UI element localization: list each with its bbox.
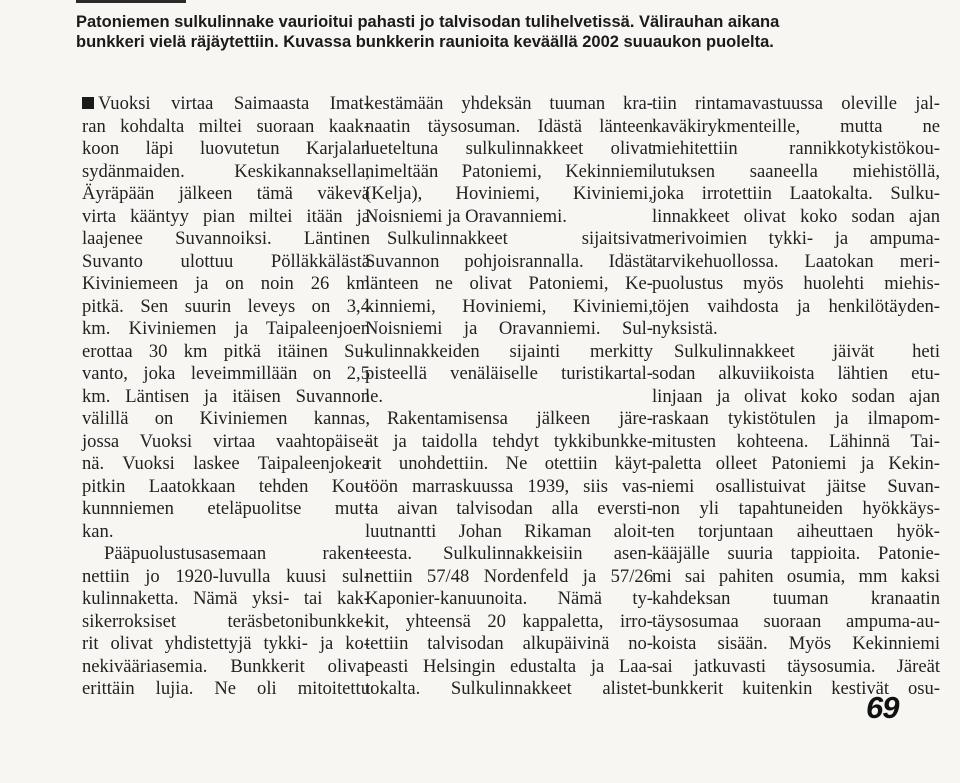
text-line: Sulkulinnakkeet jäivät heti: [674, 340, 940, 362]
text-line: peasti Helsingin edustalta ja Laa-: [365, 655, 653, 677]
text-line: tokalta. Sulkulinnakkeet alistet-: [365, 678, 653, 699]
text-line: teesta. Sulkulinnakkeisiin asen-: [365, 543, 653, 564]
text-line: linnakkeet olivat koko sodan ajan: [652, 205, 940, 227]
text-line: ran kohdalta miltei suoraan kaak-: [82, 115, 370, 137]
text-line: kunnniemen eteläpuolitse mut-: [82, 498, 370, 519]
text-line: kulinnaketta. Nämä yksi- tai kak-: [82, 588, 370, 609]
text-line: nettiin jo 1920-luvulla kuusi sul-: [82, 565, 370, 587]
text-line: länteen ne olivat Patoniemi, Ke-: [365, 273, 653, 294]
text-line: Noisniemi ja Oravanniemi.: [365, 205, 567, 227]
text-line: ät ja taidolla tehdyt tykkibunkke-: [365, 430, 653, 452]
text-line: Kaponier-kanuunoita. Nämä ty-: [365, 588, 653, 609]
text-line: kulinnakkeiden sijainti merkitty: [365, 340, 653, 362]
photo-caption: [76, 12, 896, 52]
text-line: non yli tapahtuneiden hyökkäys-: [652, 498, 940, 519]
text-line: luutnantti Johan Rikaman aloit-: [365, 520, 653, 542]
text-line: tiin rintamavastuussa oleville jal-: [652, 93, 940, 114]
text-line: puolustus myös huolehti miehis-: [652, 273, 940, 294]
text-line: sodan alkuviikoista lähtien etu-: [652, 363, 940, 384]
text-line: kahdeksan tuuman kranaatin: [652, 588, 940, 609]
text-line: jossa Vuoksi virtaa vaahtopäise-: [82, 430, 370, 452]
text-line: Vuoksi virtaa Saimaasta Imat-: [82, 93, 370, 116]
text-column-1: [82, 93, 370, 701]
text-line: pisteellä venäläiselle turistikartal-: [365, 363, 653, 384]
text-line: töön marraskuussa 1939, siis vas-: [365, 475, 653, 497]
text-line: joka irrotettiin Laatokalta. Sulku-: [652, 183, 940, 204]
text-line: kinniemi, Hoviniemi, Kiviniemi,: [365, 295, 653, 317]
text-line: sai jatkuvasti täysosumia. Järeät: [652, 655, 940, 677]
text-line: nä. Vuoksi laskee Taipaleenjokea: [82, 453, 370, 474]
text-line: km. Kiviniemen ja Taipaleenjoen: [82, 318, 370, 339]
text-line: nyksistä.: [652, 318, 718, 339]
text-line: rit olivat yhdistettyjä tykki- ja ko-: [82, 633, 370, 654]
text-line: Äyräpään jälkeen tämä väkevä: [82, 183, 370, 204]
text-line: miehitettiin rannikkotykistökou-: [652, 138, 940, 159]
text-line: niemi osallistuivat jäitse Suvan-: [652, 475, 940, 497]
text-line: kan.: [82, 520, 114, 542]
text-line: kit, yhteensä 20 kappaletta, irro-: [365, 610, 653, 632]
text-line: nimeltään Patoniemi, Kekinniemi: [365, 160, 653, 182]
text-line: laajenee Suvannoiksi. Läntinen: [82, 228, 370, 249]
text-line: Pääpuolustusasemaan raken-: [104, 543, 370, 564]
text-line: le.: [365, 385, 384, 407]
text-line: välillä on Kiviniemen kannas,: [82, 408, 370, 429]
square-bullet-icon: [82, 97, 94, 109]
text-line: kaväkirykmenteille, mutta ne: [652, 115, 940, 137]
text-line: (Kelja), Hoviniemi, Kiviniemi,: [365, 183, 653, 204]
text-line: lutuksen saaneella miehistöllä,: [652, 160, 940, 182]
text-line: virta kääntyy pian miltei itään ja: [82, 205, 370, 227]
text-line: kestämään yhdeksän tuuman kra-: [365, 93, 653, 114]
text-line: mitusten kohteena. Lähinnä Tai-: [652, 430, 940, 452]
text-line: raskaan tykistötulen ja ilmapom-: [652, 408, 940, 429]
text-line: tettiin talvisodan alkupäivinä no-: [365, 633, 653, 654]
caption-line: bunkkeri vielä räjäytettiin. Kuvassa bunkkerin raunioita keväällä 2002 suuaukon puolelta.: [76, 33, 774, 51]
text-line: Noisniemi ja Oravanniemi. Sul-: [365, 318, 653, 339]
text-line: koon läpi luovutetun Karjalan: [82, 138, 370, 159]
text-line: Rakentamisensa jälkeen järe-: [387, 408, 653, 429]
top-rule: [76, 0, 186, 3]
text-line: töjen vaihdosta ja henkilötäyden-: [652, 295, 940, 317]
text-line: paletta olleet Patoniemi ja Kekin-: [652, 453, 940, 474]
text-line: Suvanto ulottuu Pölläkkälästä: [82, 250, 370, 272]
text-line: koista sisään. Myös Kekinniemi: [652, 633, 940, 654]
text-line: sikerroksiset teräsbetonibunkke-: [82, 610, 370, 632]
text-line: Sulkulinnakkeet sijaitsivat: [387, 228, 653, 249]
text-line: Kiviniemeen ja on noin 26 km: [82, 273, 370, 294]
text-line: merivoimien tykki- ja ampuma-: [652, 228, 940, 249]
text-line: pitkä. Sen suurin leveys on 3,4: [82, 295, 370, 317]
text-line: nekivääriasemia. Bunkkerit olivat: [82, 655, 370, 677]
page-number: 69: [866, 690, 899, 725]
text-line: linjaan ja olivat koko sodan ajan: [652, 385, 940, 407]
text-line: naatin täysosuman. Idästä länteen: [365, 115, 653, 137]
text-line: tarvikehuollossa. Laatokan meri-: [652, 250, 940, 272]
text-line: nettiin 57/48 Nordenfeld ja 57/26: [365, 565, 653, 587]
text-line: kääjälle suuria tappioita. Patonie-: [652, 543, 940, 564]
text-line: ta aivan talvisodan alla eversti-: [365, 498, 653, 519]
text-column-3: [652, 93, 940, 701]
text-line: sydänmaiden. Keskikannaksella,: [82, 160, 370, 182]
text-line: ten torjuntaan aiheuttaen hyök-: [652, 520, 940, 542]
text-line: rit unohdettiin. Ne otettiin käyt-: [365, 453, 653, 474]
caption-line: Patoniemen sulkulinnake vaurioitui pahasti jo talvisodan tulihelvetissä. Välirauhan aikana: [76, 13, 780, 31]
text-line: km. Läntisen ja itäisen Suvannon: [82, 385, 370, 407]
text-line: mi sai pahiten osumia, mm kaksi: [652, 565, 940, 587]
text-line: erottaa 30 km pitkä itäinen Su-: [82, 340, 370, 362]
text-column-2: [365, 93, 653, 701]
text-line: lueteltuna sulkulinnakkeet olivat: [365, 138, 653, 159]
text-line: bunkkerit kuitenkin kestivät osu-: [652, 678, 940, 699]
text-line: erittäin lujia. Ne oli mitoitettu: [82, 678, 370, 699]
text-line: pitkin Laatokkaan tehden Kou-: [82, 475, 370, 497]
text-line: Suvannon pohjoisrannalla. Idästä: [365, 250, 653, 272]
text-line: täysosumaa suoraan ampuma-au-: [652, 610, 940, 632]
text-line: vanto, joka leveimmillään on 2,5: [82, 363, 370, 384]
